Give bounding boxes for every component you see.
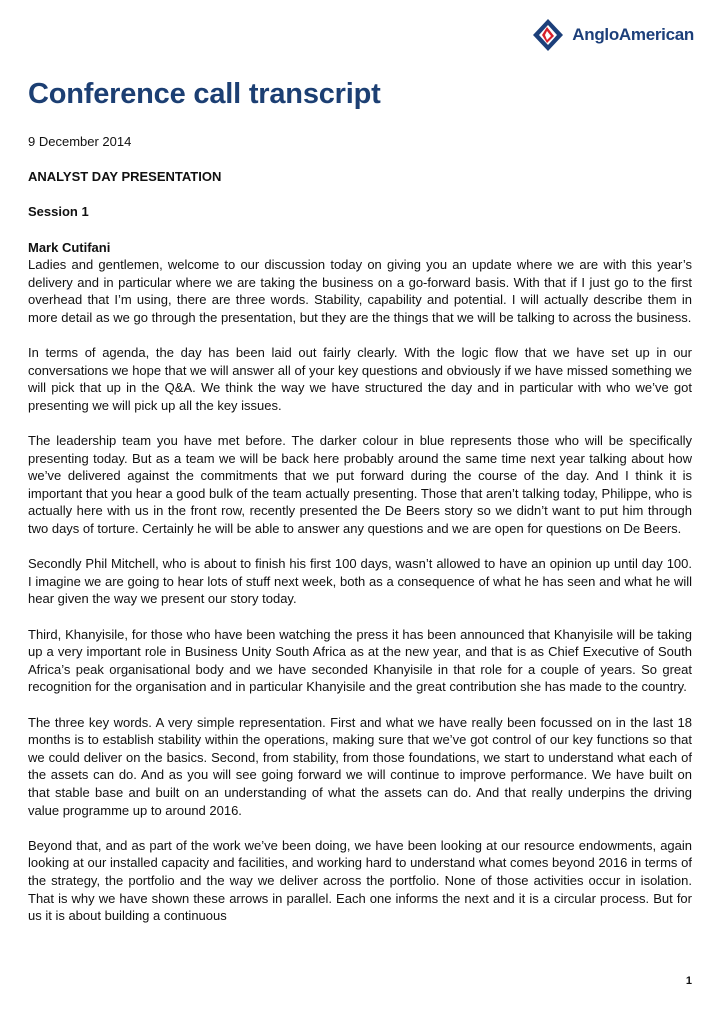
transcript-date: 9 December 2014 (28, 134, 132, 149)
paragraph: Secondly Phil Mitchell, who is about to finish his first 100 days, wasn’t allowed to have an opinion up until day 100. I imagine we are going to hear lots of stuff next week, both as a consequence of what he has seen and what he will hear given the way we present our story today. (28, 556, 692, 607)
event-heading: ANALYST DAY PRESENTATION (28, 169, 222, 185)
speaker-name: Mark Cutifani (28, 239, 111, 255)
page-number: 1 (685, 975, 692, 987)
paragraph: The three key words. A very simple representation. First and what we have really been focussed on in the last 18 months is to establish stability within the operations, making sure that we’ve got control of our key functions so that we could deliver on the basics. Second, from stability, from those foundations, we start to understand what each of the assets can do. And as you will see going forward we will continue to improve performance. We have built on that stable base and built on an understanding of what the assets can do. And that really underpins the driving value programme up to around 2016. (28, 714, 692, 818)
speaker-block (28, 239, 692, 327)
paragraph: In terms of agenda, the day has been laid out fairly clearly. With the logic flow that we have set up in our conversations we hope that we will answer all of your key questions and obviously if we have missed something we will pick that up in the Q&A. We think the way we have structured the day and in particular with who we’ve got presenting we will pick up all the key issues. (28, 345, 692, 413)
anglo-american-logo-icon (530, 17, 566, 53)
transcript-body (28, 133, 692, 942)
page-title: Conference call transcript (28, 78, 381, 110)
paragraph: Ladies and gentlemen, welcome to our discussion today on giving you an update where we are with this year’s delivery and in particular where we are taking the business on a go-forward basis. With that if I just go to the first overhead that I’m using, there are three words. Stability, capability and potential. I will actually describe them in more detail as we go through the presentation, but they are the things that we will be talking to across the business. (28, 257, 692, 325)
paragraph: Third, Khanyisile, for those who have been watching the press it has been announced that Khanyisile will be taking up a very important role in Business Unity South Africa as at the new year, and that is as Chief Executive of South Africa’s peak organisational body and we have seconded Khanyisile in that role for a couple of years. So great recognition for the organisation and in particular Khanyisile and the great contribution she has made to the country. (28, 626, 692, 695)
paragraph: Beyond that, and as part of the work we’ve been doing, we have been looking at our resource endowments, again looking at our installed capacity and facilities, and working hard to understand what comes beyond 2016 in terms of the strategy, the portfolio and the way we deliver across the portfolio. None of those activities occur in isolation. That is why we have shown these arrows in parallel. Each one informs the next and it is a circular process. But for us it is about building a continuous (28, 837, 692, 924)
brand-name: AngloAmerican (572, 25, 694, 44)
session-heading: Session 1 (28, 204, 89, 220)
company-logo (530, 17, 694, 53)
paragraph: The leadership team you have met before. The darker colour in blue represents those who will be specifically presenting today. But as a team we will be back here probably around the same time next year talking about how we’ve delivered against the commitments that we put forward during the course of the day. And I think it is important that you hear a good bulk of the team actually presenting. Those that aren’t talking today, Philippe, who is actually here with us in the front row, recently presented the De Beers story so we didn’t want to put him through two days of torture. Certainly he will be able to answer any questions and we are open for questions on De Beers. (28, 433, 692, 537)
